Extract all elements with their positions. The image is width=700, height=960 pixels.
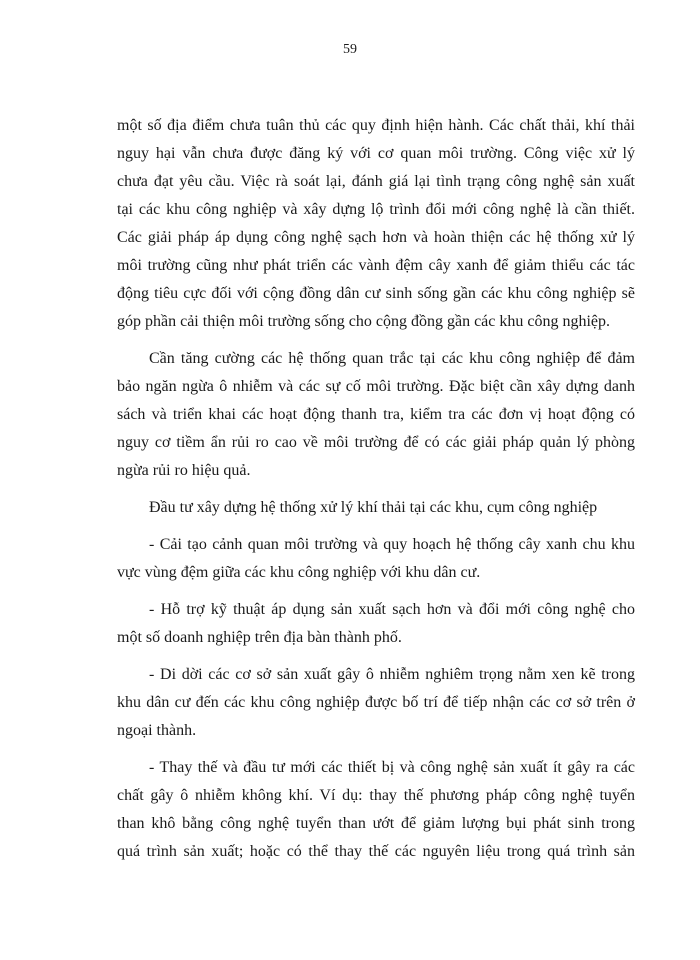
text-line: than khô bằng công nghệ tuyển than ướt để giảm lượng bụi phát sinh trong (117, 815, 635, 832)
text-line: - Cải tạo cảnh quan môi trường và quy hoạch hệ thống cây xanh chu khu (149, 536, 635, 553)
text-line: Đầu tư xây dựng hệ thống xử lý khí thải tại các khu, cụm công nghiệp (149, 499, 598, 516)
paragraph-1 (117, 112, 635, 336)
text-line: chưa đạt yêu cầu. Việc rà soát lại, đánh giá lại tình trạng công nghệ sản xuất (117, 173, 635, 190)
paragraph-4 (117, 531, 635, 587)
text-line: sách và triển khai các hoạt động thanh tra, kiểm tra các đơn vị hoạt động có (117, 406, 635, 423)
text-line: ngừa rủi ro hiệu quả. (117, 462, 251, 479)
paragraph-2 (117, 345, 635, 485)
text-line: quá trình sản xuất; hoặc có thể thay thế các nguyên liệu trong quá trình sản (117, 843, 635, 860)
text-line: - Thay thế và đầu tư mới các thiết bị và công nghệ sản xuất ít gây ra các (149, 759, 635, 776)
text-line: động tiêu cực đối với cộng đồng dân cư sinh sống gần các khu công nghiệp sẽ (117, 285, 635, 302)
page-number: 59 (343, 42, 357, 57)
paragraph-7 (117, 754, 635, 866)
paragraph-5 (117, 596, 635, 652)
text-line: vực vùng đệm giữa các khu công nghiệp với khu dân cư. (117, 564, 481, 581)
text-line: - Hỗ trợ kỹ thuật áp dụng sản xuất sạch hơn và đổi mới công nghệ cho (149, 601, 635, 618)
paragraph-3 (117, 494, 635, 522)
text-line: Các giải pháp áp dụng công nghệ sạch hơn và hoàn thiện các hệ thống xử lý (117, 229, 635, 246)
text-line: nguy hại vẫn chưa được đăng ký với cơ quan môi trường. Công việc xử lý (117, 145, 635, 162)
text-line: chất gây ô nhiễm không khí. Ví dụ: thay thế phương pháp công nghệ tuyển (117, 787, 635, 804)
text-line: môi trường cũng như phát triển các vành đệm cây xanh để giảm thiểu các tác (117, 257, 635, 274)
text-line: một số doanh nghiệp trên địa bàn thành phố. (117, 629, 402, 646)
text-line: góp phần cải thiện môi trường sống cho cộng đồng gần các khu công nghiệp. (117, 313, 611, 330)
text-line: một số địa điểm chưa tuân thủ các quy định hiện hành. Các chất thải, khí thải (117, 117, 635, 134)
text-line: nguy cơ tiềm ẩn rủi ro cao về môi trường để có các giải pháp quản lý phòng (117, 434, 635, 451)
text-line: ngoại thành. (117, 722, 197, 739)
text-line: tại các khu công nghiệp và xây dựng lộ trình đổi mới công nghệ là cần thiết. (117, 201, 635, 218)
body-text (117, 112, 635, 866)
paragraph-6 (117, 661, 635, 745)
text-line: Cần tăng cường các hệ thống quan trắc tại các khu công nghiệp để đảm (149, 350, 635, 367)
text-line: bảo ngăn ngừa ô nhiễm và các sự cố môi trường. Đặc biệt cần xây dựng danh (117, 378, 635, 395)
text-line: khu dân cư đến các khu công nghiệp được bố trí để tiếp nhận các cơ sở trên ở (117, 694, 635, 711)
text-line: - Di dời các cơ sở sản xuất gây ô nhiễm nghiêm trọng nằm xen kẽ trong (149, 666, 635, 683)
